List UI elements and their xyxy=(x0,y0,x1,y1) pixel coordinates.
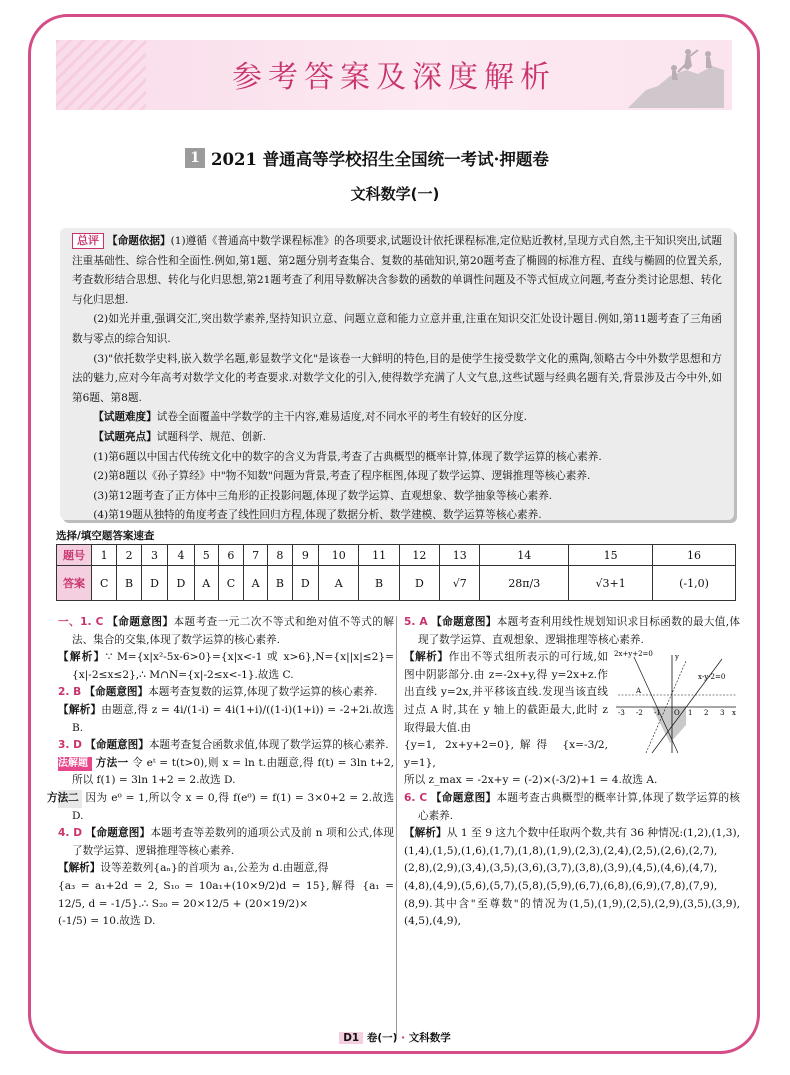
label-o: O xyxy=(674,709,680,718)
q5-answer: 5. A xyxy=(404,616,428,628)
question-number-cell: 10 xyxy=(319,545,359,566)
q3-intent-tag: 【命题意图】 xyxy=(85,739,149,752)
label-y: y xyxy=(675,653,679,662)
banner-title: 参考答案及深度解析 xyxy=(232,60,556,95)
feasible-region-graph xyxy=(612,649,740,755)
q2-solution-tag: 【解析】 xyxy=(58,703,102,716)
exam-title: 2021 普通高等学校招生全国统一考试·押题卷 xyxy=(211,150,549,169)
q5-solution-tag: 【解析】 xyxy=(404,651,449,664)
title-banner xyxy=(56,40,732,110)
right-column xyxy=(404,614,740,931)
answer-table xyxy=(56,544,736,601)
answer-cell: B xyxy=(359,566,399,601)
q2-solution: 由题意,得 z = 4i/(1-i) = 4i(1+i)/((1-i)(1+i)) = -2+2i.故选 B. xyxy=(72,703,394,734)
header-label-cell: 题号 xyxy=(57,545,92,566)
difficulty-label: 【试题难度】 xyxy=(93,411,157,424)
label-x: x xyxy=(732,709,736,718)
question-number-cell: 2 xyxy=(117,545,141,566)
answer-cell: D xyxy=(168,566,194,601)
q5-intent-tag: 【命题意图】 xyxy=(431,616,497,628)
question-number-cell: 12 xyxy=(399,545,439,566)
tick-neg2: -2 xyxy=(636,709,643,718)
tick-neg3: -3 xyxy=(618,709,625,718)
question-number-cell: 15 xyxy=(569,545,653,566)
footer-subject: 文科数学 xyxy=(408,1032,451,1044)
q5-system: {y=1, 2x+y+2=0},解得 {x=-3/2, y=1}, xyxy=(404,739,608,769)
tick-1: 1 xyxy=(688,709,693,718)
footer-paper: 卷(一) xyxy=(366,1032,398,1044)
question-number-cell: 4 xyxy=(168,545,194,566)
q6-answer: 6. C xyxy=(404,791,428,804)
label-a: A xyxy=(636,687,642,696)
page-number: D1 xyxy=(339,1032,363,1044)
answer-label-cell: 答案 xyxy=(57,566,92,601)
q3-answer: 3. D xyxy=(58,739,82,752)
question-number-cell: 8 xyxy=(268,545,292,566)
subject-title: 文科数学(一) xyxy=(350,185,440,203)
q4-answer: 4. D xyxy=(58,827,83,840)
q2-intent: 本题考查复数的运算,体现了数学运算的核心素养. xyxy=(148,686,378,699)
highlight-1: (1)第6题以中国古代传统文化中的数字的含义为背景,考查了古典概型的概率计算,体现了数学运算的核心素养. xyxy=(93,450,602,463)
q1-intent-tag: 【命题意图】 xyxy=(107,616,174,628)
summary-tag: 总评 xyxy=(72,233,104,249)
climbers-silhouette-icon xyxy=(628,46,724,108)
exam-number-badge: 1 xyxy=(185,148,205,168)
question-number-cell: 14 xyxy=(480,545,569,566)
answer-table-header-row xyxy=(57,545,736,566)
question-number-cell: 7 xyxy=(244,545,268,566)
question-number-cell: 9 xyxy=(292,545,318,566)
q5-solution: 作出不等式组所表示的可行域,如图中阴影部分.由 z=-2x+y,得 y=2x+z.作出直线 y=2x,并平移该直线.发现当该直线过点 A 时,其在 y 轴上的截距最大,此时 z 取得最大值.由 xyxy=(404,651,609,734)
q3-intent: 本题考查复合函数求值,体现了数学运算的核心素养. xyxy=(148,739,389,752)
q6-intent-tag: 【命题意图】 xyxy=(430,791,497,804)
question-number-cell: 1 xyxy=(92,545,117,566)
label-line-1: 2x+y+2=0 xyxy=(614,650,653,659)
answer-cell: (-1,0) xyxy=(653,566,736,601)
method-1-text: 令 eᵗ = t(t>0),则 x = ln t.由题意,得 f(t) = 3ln t+2,所以 f(1) = 3ln 1+2 = 2.故选 D. xyxy=(72,756,394,787)
highlight-label: 【试题亮点】 xyxy=(93,430,157,443)
difficulty-text: 试卷全面覆盖中学数学的主干内容,难易适度,对不同水平的考生有较好的区分度. xyxy=(156,411,528,424)
method-2-text: 因为 e⁰ = 1,所以令 x = 0,得 f(e⁰) = f(1) = 3×0+2 = 2.故选 D. xyxy=(72,791,394,822)
q2-answer: 2. B xyxy=(58,686,82,699)
q4-intent: 本题考查等差数列的通项公式及前 n 项和公式,体现了数学运算、逻辑推理等核心素养. xyxy=(72,827,394,857)
highlight-3: (3)第12题考查了正方体中三角形的正投影问题,体现了数学运算、直观想象、数学抽象等核心素养. xyxy=(93,489,553,502)
basis-3: (3)"依托数学史料,嵌入数学名题,彰显数学文化"是该卷一大鲜明的特色,目的是使学生接受数学文化的熏陶,领略古今中外数学思想和方法的魅力,应对今年高考对数学文化的考查要求.对数学文化的引入,使得数学充满了人文气息,这些试题与经典名题有关,背景涉及古今中外,如第6题、第8题. xyxy=(72,352,722,404)
question-number-cell: 13 xyxy=(440,545,480,566)
left-column xyxy=(47,614,394,931)
q4-solution-tag: 【解析】 xyxy=(58,862,101,875)
question-number-cell: 11 xyxy=(359,545,399,566)
method-2-label: 方法二 xyxy=(58,790,82,808)
question-number-cell: 16 xyxy=(653,545,736,566)
exam-heading xyxy=(185,146,549,170)
answer-table-caption: 选择/填空题答案速查 xyxy=(56,530,155,542)
question-number-cell: 5 xyxy=(194,545,218,566)
method-1-label: 方法一 xyxy=(95,756,129,769)
column-divider xyxy=(396,616,397,1036)
highlight-text: 试题科学、规范、创新. xyxy=(156,430,267,443)
label-line-2: x-y-2=0 xyxy=(698,673,726,682)
q5-intent: 本题考查利用线性规划知识求目标函数的最大值,体现了数学运算、直观想象、逻辑推理等核心素养. xyxy=(418,616,740,646)
q6-solution: 从 1 至 9 这九个数中任取两个数,共有 36 种情况:(1,2),(1,3),(1,4),(1,5),(1,6),(1,7),(1,8),(1,9),(2,3),(2,4),(2,5),(2,6),(2,7),(2,8),(2,9),(3,4),(3,5),(3,6),(3,7),(3,8),(3,9),(4,5),(4,6),(4,7),(4,8),(4,9),(5,6),(5,7),(5,8),(5,9),(6,7),(6,8),(6,9),(7,8),(7,9),(8,9).其中含"至尊数"的情况为(1,5),(1,9),(2,5),(2,9),(3,5),(3,9),(4,5),(4,9), xyxy=(404,827,741,928)
basis-2: (2)如光并重,强调交汇,突出数学素养,坚持知识立意、问题立意和能力立意并重,注重在知识交汇处设计题目.例如,第11题考查了三角函数与零点的综合知识. xyxy=(72,313,722,345)
highlight-4: (4)第19题从独特的角度考查了线性回归方程,体现了数据分析、数学建模、数学运算等核心素养. xyxy=(93,509,542,522)
q4-intent-tag: 【命题意图】 xyxy=(85,827,151,840)
q6-intent: 本题考查古典概型的概率计算,体现了数学运算的核心素养. xyxy=(418,791,740,822)
tick-neg1: -1 xyxy=(654,709,661,718)
answer-cell: B xyxy=(268,566,292,601)
answer-cell: 28π/3 xyxy=(480,566,569,601)
question-number-cell: 6 xyxy=(218,545,243,566)
multi-method-badge: 多法解题 xyxy=(58,757,92,771)
answer-cell: D xyxy=(399,566,439,601)
tick-2: 2 xyxy=(704,709,709,718)
answer-cell: √7 xyxy=(440,566,480,601)
q5-conclusion: 所以 z_max = -2x+y = (-2)×(-3/2)+1 = 4.故选 A. xyxy=(404,774,658,787)
q1-intent: 本题考查一元二次不等式和绝对值不等式的解法、集合的交集,体现了数学运算的核心素养. xyxy=(72,616,394,646)
answer-cell: B xyxy=(117,566,141,601)
answer-cell: D xyxy=(141,566,167,601)
answer-table-answer-row xyxy=(57,566,736,601)
basis-1: (1)遵循《普通高中数学课程标准》的各项要求,试题设计依托课程标准,定位贴近教材,呈现方式自然,主干知识突出,试题注重基础性、综合性和全面性.例如,第1题、第2题分别考查集合、复数的基础知识,第20题考查了椭圆的标准方程、直线与椭圆的位置关系,考查数形结合思想、转化与化归思想,第21题考查了利用导数解决含参数的函数的单调性问题及不等式恒成立问题,考查分类讨论思想、转化与化归思想. xyxy=(72,235,723,306)
answer-cell: D xyxy=(292,566,318,601)
q1-answer: 一、1. C xyxy=(58,616,104,628)
answer-cell: C xyxy=(92,566,117,601)
answer-cell: √3+1 xyxy=(569,566,653,601)
tick-3: 3 xyxy=(720,709,725,718)
answer-cell: C xyxy=(218,566,243,601)
q4-system: {a₃ = a₁+2d = 2, S₁₀ = 10a₁+(10×9/2)d = 15},解得 {a₁ = 12/5, d = -1/5}.∴ S₂₀ = 20×12/5 + (20×19/2)× xyxy=(58,879,394,910)
answer-cell: A xyxy=(194,566,218,601)
basis-label: 【命题依据】 xyxy=(107,235,171,247)
highlight-2: (2)第8题以《孙子算经》中"物不知数"问题为背景,考查了程序框图,体现了数学运算、逻辑推理等核心素养. xyxy=(93,470,591,483)
q4-solution: 设等差数列{aₙ}的首项为 a₁,公差为 d.由题意,得 xyxy=(100,862,329,875)
page-footer xyxy=(0,1030,790,1045)
q6-solution-tag: 【解析】 xyxy=(404,827,447,840)
question-number-cell: 3 xyxy=(141,545,167,566)
summary-box xyxy=(60,228,734,520)
answer-cell: A xyxy=(244,566,268,601)
q4-conclusion: (-1/5) = 10.故选 D. xyxy=(58,915,156,928)
line-2x-y-2 xyxy=(634,657,678,753)
q1-solution: ∵ M={x|x²-5x-6>0}={x|x<-1 或 x>6},N={x||x|≤2}={x|-2≤x≤2},∴ M∩N={x|-2≤x<-1}.故选 C. xyxy=(72,651,394,681)
q2-intent-tag: 【命题意图】 xyxy=(84,686,149,699)
q1-solution-tag: 【解析】 xyxy=(58,651,106,664)
footer-dot: · xyxy=(401,1032,406,1044)
answer-cell: A xyxy=(319,566,359,601)
